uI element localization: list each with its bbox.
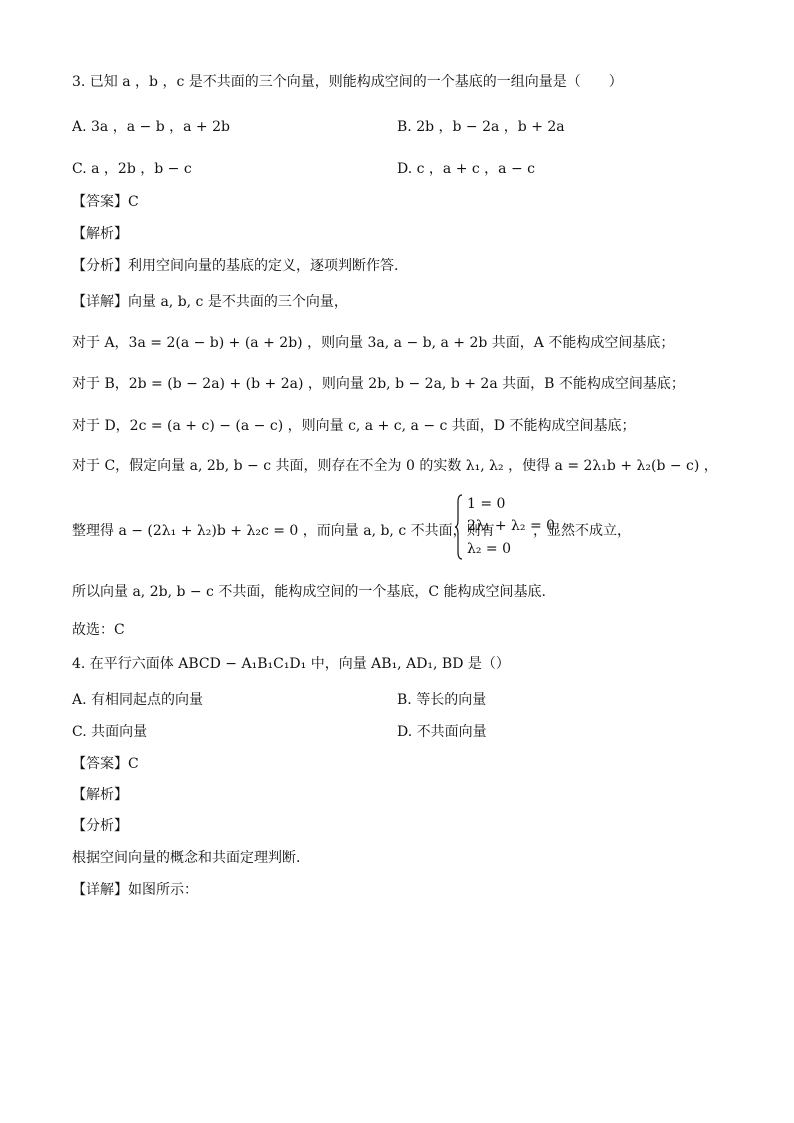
left-brace-icon (455, 494, 463, 560)
q4-option-d: D. 不共面向量 (397, 724, 487, 740)
q3-rearrange: 整理得 a − (2λ₁ + λ₂)b + λ₂c = 0 ，而向量 a, b, c 不共面，则有 (72, 523, 495, 539)
q3-option-a: A. 3a ，a − b ，a + 2b (72, 119, 230, 135)
q3-option-b: B. 2b ，b − 2a ，b + 2a (397, 119, 565, 135)
system-eq-1: 1 = 0 (467, 496, 506, 512)
q3-choice: 故选：C (72, 622, 125, 638)
q4-stem: 4. 在平行六面体 ABCD − A₁B₁C₁D₁ 中，向量 AB₁, AD₁, BD 是（） (72, 656, 510, 672)
q3-option-c: C. a ，2b ，b − c (72, 161, 192, 177)
q4-fenxi-title: 【分析】 (72, 818, 128, 834)
q4-option-a: A. 有相同起点的向量 (72, 692, 204, 708)
q3-line-d: 对于 D，2c = (a + c) − (a − c) ，则向量 c, a + c, a − c 共面，D 不能构成空间基底； (72, 418, 636, 434)
system-eq-2: 2λ₁ + λ₂ = 0 (467, 518, 556, 534)
q3-line-b: 对于 B，2b = (b − 2a) + (b + 2a) ，则向量 2b, b − 2a, b + 2a 共面，B 不能构成空间基底； (72, 376, 685, 392)
q3-stem: 3. 已知 a ，b ，c 是不共面的三个向量，则能构成空间的一个基底的一组向量是（ ） (72, 74, 623, 90)
q4-option-b: B. 等长的向量 (397, 692, 487, 708)
q4-option-c: C. 共面向量 (72, 724, 148, 740)
q3-line-a: 对于 A，3a = 2(a − b) + (a + 2b) ，则向量 3a, a − b, a + 2b 共面，A 不能构成空间基底； (72, 335, 675, 351)
q3-analysis-title: 【解析】 (72, 226, 128, 242)
q3-line-c: 对于 C，假定向量 a, 2b, b − c 共面，则存在不全为 0 的实数 λ₁, λ₂ ，使得 a = 2λ₁b + λ₂(b − c) ， (72, 458, 718, 474)
system-eq-3: λ₂ = 0 (467, 541, 512, 557)
q3-fenxi: 【分析】利用空间向量的基底的定义，逐项判断作答. (72, 258, 399, 274)
q4-fenxi-body: 根据空间向量的概念和共面定理判断. (72, 850, 301, 866)
q4-analysis-title: 【解析】 (72, 787, 128, 803)
q4-xiangjie: 【详解】如图所示： (72, 882, 198, 898)
q3-option-d: D. c ，a + c ，a − c (397, 161, 536, 177)
q3-conclusion: 所以向量 a, 2b, b − c 不共面，能构成空间的一个基底，C 能构成空间基底. (72, 584, 546, 600)
q3-answer: 【答案】C (72, 194, 139, 210)
q3-tail: ，显然不成立， (533, 523, 631, 539)
q4-answer: 【答案】C (72, 756, 139, 772)
q3-xiangjie: 【详解】向量 a, b, c 是不共面的三个向量， (72, 294, 348, 310)
